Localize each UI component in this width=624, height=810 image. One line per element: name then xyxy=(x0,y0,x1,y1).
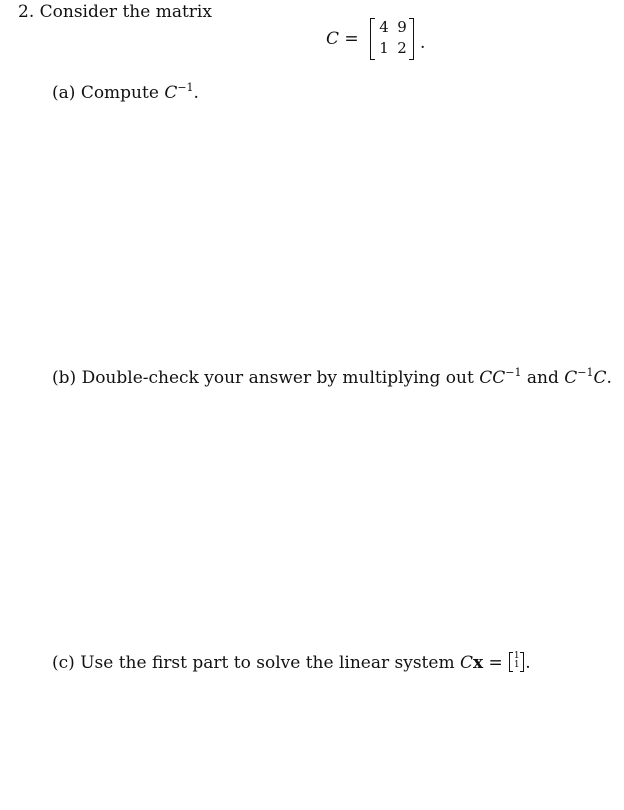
part-c-var: C xyxy=(459,653,473,673)
part-a xyxy=(52,83,199,103)
part-a-label: (a) xyxy=(52,83,76,103)
problem-number: 2. xyxy=(18,2,35,22)
rhs-right-bracket xyxy=(520,652,524,672)
part-b-expr2-tail: C xyxy=(593,368,607,388)
problem-heading xyxy=(18,2,212,22)
matrix-cell: 1 xyxy=(379,39,389,57)
rhs-entry: 1 xyxy=(513,651,520,661)
part-c-text: Use the first part to solve the linear system xyxy=(80,653,455,673)
matrix-cell: 4 xyxy=(379,18,389,36)
part-a-var: C xyxy=(164,83,178,103)
part-b-sup2: −1 xyxy=(577,366,594,379)
rhs-vector xyxy=(509,652,524,672)
matrix-cell: 9 xyxy=(397,18,407,36)
matrix-period: . xyxy=(420,33,426,53)
part-b-end: . xyxy=(606,368,612,388)
part-b-sup1: −1 xyxy=(505,366,522,379)
part-b xyxy=(52,368,612,388)
part-b-expr2: C xyxy=(564,368,578,388)
matrix-cell: 2 xyxy=(397,39,407,57)
left-bracket xyxy=(370,18,375,60)
problem-intro: Consider the matrix xyxy=(39,2,212,22)
part-b-and: and xyxy=(526,368,559,388)
part-a-sup: −1 xyxy=(177,81,194,94)
matrix-c xyxy=(370,17,414,61)
part-b-expr1: CC xyxy=(479,368,506,388)
part-c-end: . xyxy=(525,653,531,673)
part-b-text: Double-check your answer by multiplying out xyxy=(81,368,474,388)
part-c-vec: x xyxy=(472,653,484,673)
part-a-text: Compute xyxy=(80,83,159,103)
part-a-end: . xyxy=(193,83,199,103)
rhs-entry: 1 xyxy=(513,660,520,670)
part-c xyxy=(52,652,531,673)
right-bracket xyxy=(409,18,414,60)
part-c-label: (c) xyxy=(52,653,75,673)
matrix-lhs: C = xyxy=(326,29,359,49)
part-c-equals: = xyxy=(488,653,503,673)
part-b-label: (b) xyxy=(52,368,77,388)
